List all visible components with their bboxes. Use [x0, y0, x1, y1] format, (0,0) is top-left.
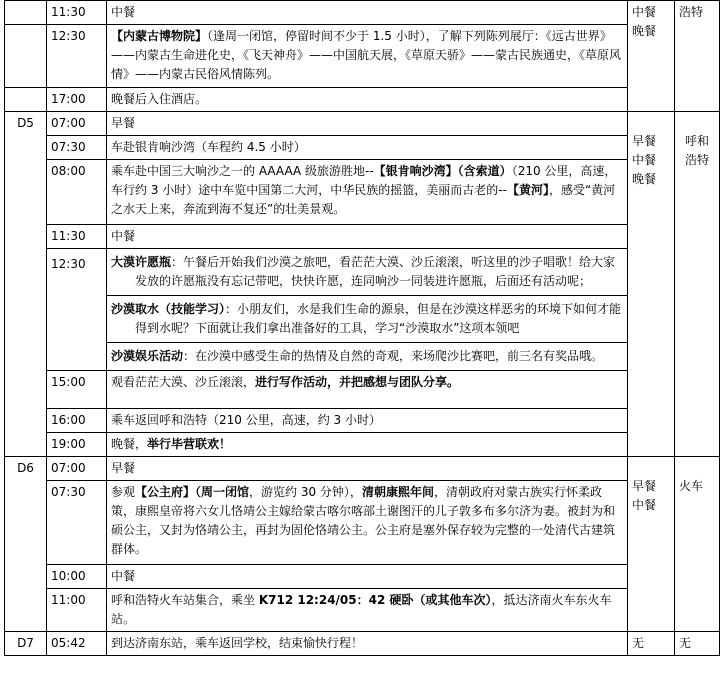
activity-text: （210 公里，高速，车行约 3 小时）途中车览中国第二大河，中华民族的摇篮，美丽而古老的-- [111, 164, 617, 197]
time-cell: 07:30 [47, 136, 107, 160]
activity-cell: 中餐 [107, 1, 628, 25]
time-cell: 07:00 [47, 457, 107, 481]
highlight-text: 沙漠取水（技能学习） [111, 302, 226, 316]
stay-cell: 火车 [675, 457, 720, 632]
meal-cell: 无 [628, 632, 675, 656]
itinerary-table [4, 0, 720, 656]
time-cell: 16:00 [47, 409, 107, 433]
table-row [5, 481, 720, 565]
time-cell: 07:00 [47, 112, 107, 136]
table-row [5, 632, 720, 656]
table-row [5, 136, 720, 160]
activity-paragraph [107, 249, 627, 296]
highlight-text: 【黄河】 [506, 183, 549, 197]
activity-text: ：小朋友们，水是我们生命的源泉，但是在沙漠这样恶劣的环境下如何才能得到水呢？下面就让我们拿出准备好的工具，学习“沙漠取水”这项本领吧 [135, 302, 622, 335]
activity-paragraph [107, 343, 627, 370]
day-cell [5, 1, 47, 25]
activity-cell: 晚餐后入住酒店。 [107, 88, 628, 112]
activity-text: ，感受“黄河之水天上来，奔流到海不复还”的壮美景观。 [111, 183, 616, 216]
table-row [5, 589, 720, 632]
activity-text: ，清朝政府对蒙古族实行怀柔政策，康熙皇帝将六女儿恪靖公主嫁给蒙古喀尔喀部土谢图汗的儿子敦多布多尔济为妻。被封为和硕公主，又封为恪靖公主，再封为固伦恪靖公主。公主府是塞外保存较为完整的一处清代古建筑群体。 [111, 485, 616, 556]
time-cell: 12:30 [47, 25, 107, 88]
table-row [5, 112, 720, 136]
highlight-text: 举行毕营联欢！ [147, 437, 232, 451]
time-cell: 19:00 [47, 433, 107, 457]
activity-text: 乘车赴中国三大响沙之一的 AAAAA 级旅游胜地-- [111, 164, 374, 178]
highlight-text: 【银肯响沙湾】（含索道） [373, 164, 512, 178]
stay-cell: 呼和 浩特 [675, 112, 720, 457]
activity-cell: 早餐 [107, 457, 628, 481]
activity-text: 呼和浩特火车站集合，乘坐 [111, 593, 259, 607]
table-row [5, 371, 720, 409]
highlight-text: 清朝康熙年间 [361, 485, 434, 499]
day-cell [5, 25, 47, 88]
table-row [5, 433, 720, 457]
activity-text: ，抵达济南火车东火车站。 [111, 593, 612, 626]
stay-cell: 无 [675, 632, 720, 656]
activity-cell [107, 589, 628, 632]
activity-cell [107, 160, 628, 225]
time-cell: 15:00 [47, 371, 107, 409]
day-label: D7 [5, 632, 47, 656]
activity-text: ：午餐后开始我们沙漠之旅吧，看茫茫大漠、沙丘滚滚，听这里的沙子唱歌！给大家发放的许愿瓶没有忘记带吧，快快许愿，连同响沙一同装进许愿瓶，后面还有活动呢； [135, 255, 616, 288]
time-cell: 10:00 [47, 565, 107, 589]
highlight-text: 大漠许愿瓶 [111, 255, 172, 269]
day-label: D6 [5, 457, 47, 632]
stay-cell: 浩特 [675, 1, 720, 112]
time-cell: 12:30 [47, 249, 107, 371]
time-cell: 11:30 [47, 1, 107, 25]
activity-cell: 车赴银肯响沙湾（车程约 4.5 小时） [107, 136, 628, 160]
activity-cell [107, 25, 628, 88]
activity-text: ：在沙漠中感受生命的热情及自然的奇观，来场爬沙比赛吧，前三名有奖品哦。 [183, 349, 604, 363]
table-row [5, 565, 720, 589]
table-row [5, 1, 720, 25]
activity-text: 晚餐， [111, 437, 148, 451]
activity-text: 参观 [111, 485, 136, 499]
activity-paragraph [107, 296, 627, 343]
table-row [5, 225, 720, 249]
time-cell: 11:00 [47, 589, 107, 632]
highlight-text: 【内蒙古博物院】 [111, 29, 208, 43]
day-cell [5, 88, 47, 112]
activity-cell [107, 481, 628, 565]
activity-cell: 中餐 [107, 225, 628, 249]
meal-cell: 中餐 晚餐 [628, 1, 675, 112]
activity-cell: 乘车返回呼和浩特（210 公里，高速，约 3 小时） [107, 409, 628, 433]
time-cell: 11:30 [47, 225, 107, 249]
time-cell: 17:00 [47, 88, 107, 112]
activity-cell [107, 371, 628, 409]
time-cell: 05:42 [47, 632, 107, 656]
highlight-text: 【公主府】（周一闭馆 [135, 485, 250, 499]
meal-cell: 早餐 中餐 晚餐 [628, 112, 675, 457]
time-cell: 07:30 [47, 481, 107, 565]
time-cell: 08:00 [47, 160, 107, 225]
table-row [5, 457, 720, 481]
activity-cell: 到达济南东站，乘车返回学校，结束愉快行程！ [107, 632, 628, 656]
table-row [5, 160, 720, 225]
table-row [5, 25, 720, 88]
activity-cell [107, 249, 628, 371]
highlight-text: K712 12:24/05：42 硬卧（或其他车次） [258, 593, 492, 607]
table-row [5, 249, 720, 371]
activity-text: ，游览约 30 分钟）， [249, 485, 362, 499]
meal-cell: 早餐 中餐 [628, 457, 675, 632]
activity-cell: 中餐 [107, 565, 628, 589]
table-row [5, 88, 720, 112]
activity-text: 观看茫茫大漠、沙丘滚滚， [111, 375, 256, 389]
highlight-text: 沙漠娱乐活动 [111, 349, 184, 363]
activity-cell: 早餐 [107, 112, 628, 136]
activity-cell [107, 433, 628, 457]
table-row [5, 409, 720, 433]
highlight-text: 进行写作活动，并把感想与团队分享。 [255, 375, 460, 389]
day-label: D5 [5, 112, 47, 457]
activity-text: （逢周一闭馆，停留时间不少于 1.5 小时），了解下列陈列展厅：《远古世界》——内蒙古生命进化史，《飞天神舟》——中国航天展，《草原天骄》——蒙古民族通史，《草原风情》——内蒙古民俗风情陈列。 [111, 29, 622, 81]
